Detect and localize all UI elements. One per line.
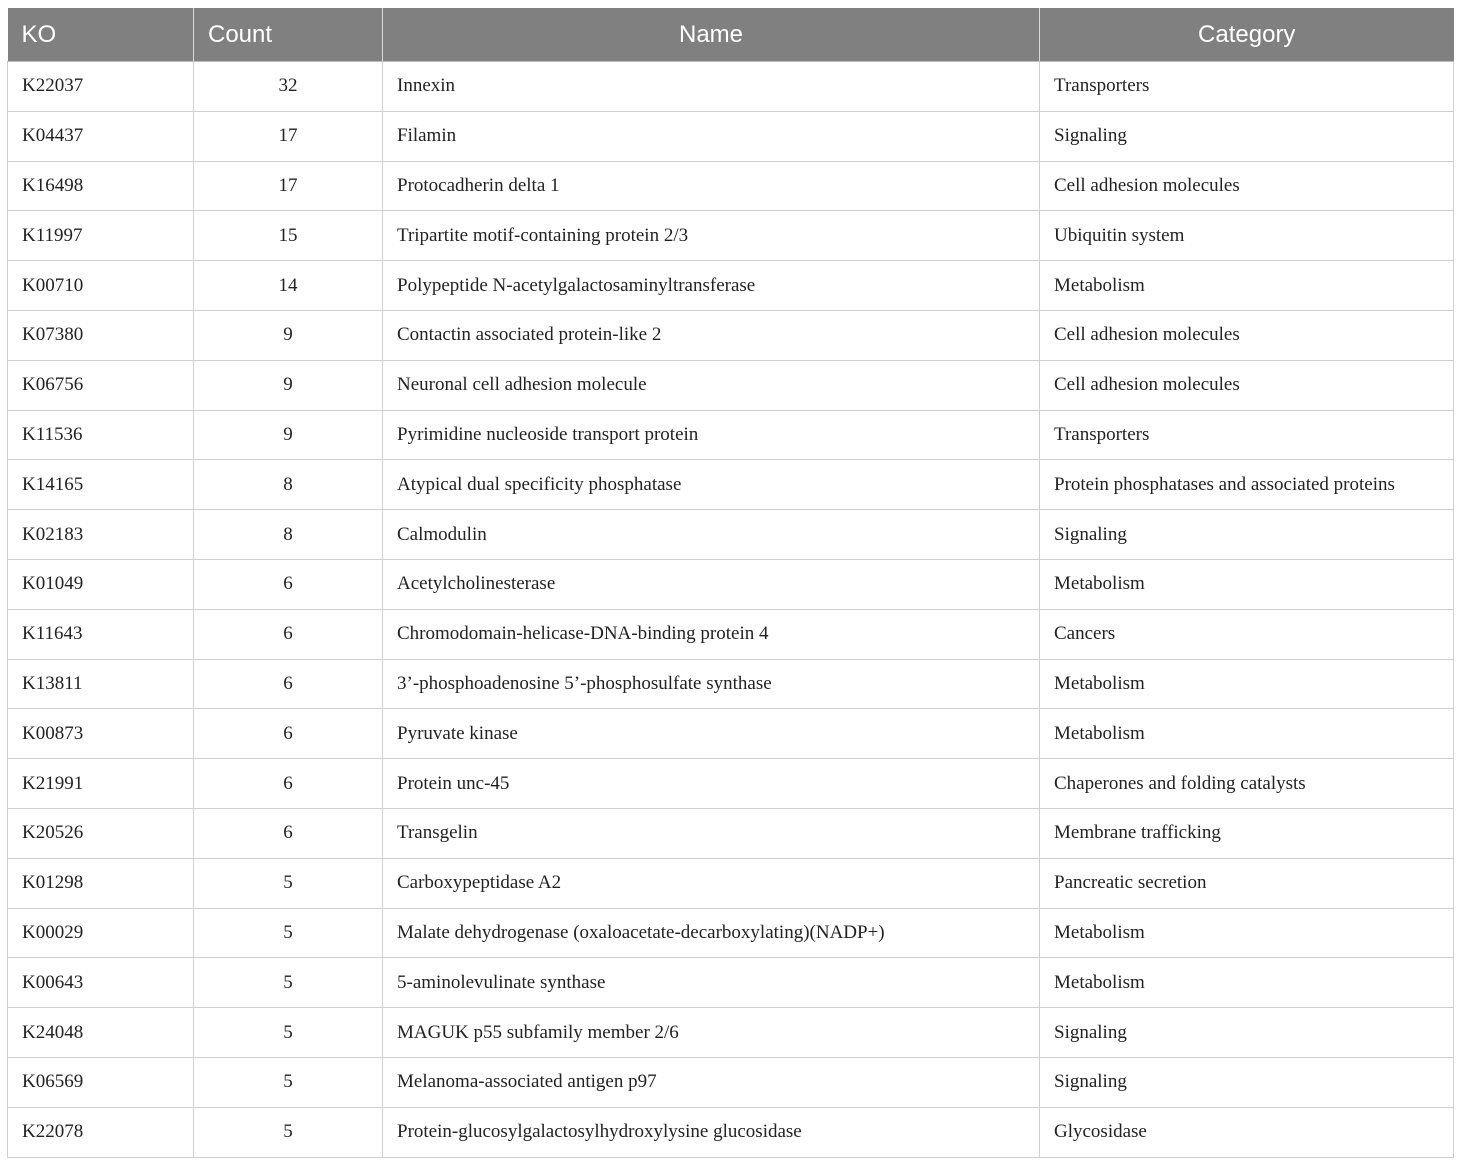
cell-category: Cell adhesion molecules: [1040, 310, 1454, 360]
cell-count: 5: [194, 908, 383, 958]
header-row: [8, 8, 1454, 62]
cell-name: Protein unc-45: [383, 759, 1040, 809]
cell-category: Signaling: [1040, 111, 1454, 161]
cell-ko: K14165: [8, 460, 194, 510]
cell-count: 9: [194, 410, 383, 460]
table-header: [8, 8, 1454, 62]
table-row: [8, 161, 1454, 211]
cell-count: 9: [194, 360, 383, 410]
cell-count: 14: [194, 261, 383, 311]
cell-ko: K20526: [8, 808, 194, 858]
cell-count: 6: [194, 609, 383, 659]
cell-category: Cancers: [1040, 609, 1454, 659]
table-row: [8, 261, 1454, 311]
cell-ko: K00643: [8, 958, 194, 1008]
cell-name: Protein-glucosylgalactosylhydroxylysine glucosidase: [383, 1107, 1040, 1157]
cell-ko: K07380: [8, 310, 194, 360]
cell-category: Signaling: [1040, 1057, 1454, 1107]
cell-name: Contactin associated protein-like 2: [383, 310, 1040, 360]
table-row: [8, 908, 1454, 958]
cell-category: Metabolism: [1040, 659, 1454, 709]
cell-category: Transporters: [1040, 62, 1454, 112]
table-row: [8, 958, 1454, 1008]
cell-ko: K02183: [8, 510, 194, 560]
cell-count: 6: [194, 759, 383, 809]
cell-name: Transgelin: [383, 808, 1040, 858]
table-body: [8, 62, 1454, 1158]
table-row: [8, 659, 1454, 709]
table-row: [8, 559, 1454, 609]
cell-name: Filamin: [383, 111, 1040, 161]
table-row: [8, 360, 1454, 410]
cell-count: 8: [194, 510, 383, 560]
cell-name: Acetylcholinesterase: [383, 559, 1040, 609]
cell-count: 6: [194, 559, 383, 609]
table-row: [8, 111, 1454, 161]
cell-category: Cell adhesion molecules: [1040, 161, 1454, 211]
cell-ko: K13811: [8, 659, 194, 709]
cell-category: Glycosidase: [1040, 1107, 1454, 1157]
cell-ko: K24048: [8, 1008, 194, 1058]
cell-count: 32: [194, 62, 383, 112]
cell-ko: K21991: [8, 759, 194, 809]
cell-count: 17: [194, 111, 383, 161]
header-count: Count: [194, 8, 383, 62]
cell-name: 5-aminolevulinate synthase: [383, 958, 1040, 1008]
cell-count: 9: [194, 310, 383, 360]
cell-count: 5: [194, 1057, 383, 1107]
cell-count: 6: [194, 709, 383, 759]
cell-name: Atypical dual specificity phosphatase: [383, 460, 1040, 510]
cell-name: Pyrimidine nucleoside transport protein: [383, 410, 1040, 460]
table-row: [8, 410, 1454, 460]
cell-name: Malate dehydrogenase (oxaloacetate-decarboxylating)(NADP+): [383, 908, 1040, 958]
cell-ko: K00710: [8, 261, 194, 311]
cell-category: Chaperones and folding catalysts: [1040, 759, 1454, 809]
cell-ko: K11643: [8, 609, 194, 659]
cell-category: Metabolism: [1040, 908, 1454, 958]
cell-category: Protein phosphatases and associated proteins: [1040, 460, 1454, 510]
cell-name: Neuronal cell adhesion molecule: [383, 360, 1040, 410]
cell-count: 5: [194, 958, 383, 1008]
table-row: [8, 759, 1454, 809]
header-name: Name: [383, 8, 1040, 62]
table-row: [8, 709, 1454, 759]
cell-name: Melanoma-associated antigen p97: [383, 1057, 1040, 1107]
table-row: [8, 858, 1454, 908]
cell-ko: K06756: [8, 360, 194, 410]
cell-category: Signaling: [1040, 1008, 1454, 1058]
cell-ko: K00029: [8, 908, 194, 958]
cell-category: Ubiquitin system: [1040, 211, 1454, 261]
cell-count: 6: [194, 659, 383, 709]
table-row: [8, 1008, 1454, 1058]
header-ko: KO: [8, 8, 194, 62]
cell-category: Metabolism: [1040, 958, 1454, 1008]
table-row: [8, 1057, 1454, 1107]
cell-ko: K22037: [8, 62, 194, 112]
table-row: [8, 808, 1454, 858]
cell-category: Metabolism: [1040, 559, 1454, 609]
cell-ko: K16498: [8, 161, 194, 211]
cell-count: 5: [194, 1107, 383, 1157]
cell-category: Transporters: [1040, 410, 1454, 460]
cell-name: Innexin: [383, 62, 1040, 112]
cell-count: 17: [194, 161, 383, 211]
cell-category: Cell adhesion molecules: [1040, 360, 1454, 410]
cell-name: 3’-phosphoadenosine 5’-phosphosulfate synthase: [383, 659, 1040, 709]
cell-category: Metabolism: [1040, 709, 1454, 759]
cell-count: 8: [194, 460, 383, 510]
cell-ko: K00873: [8, 709, 194, 759]
table-row: [8, 310, 1454, 360]
cell-name: Chromodomain-helicase-DNA-binding protein 4: [383, 609, 1040, 659]
cell-category: Pancreatic secretion: [1040, 858, 1454, 908]
cell-name: Tripartite motif-containing protein 2/3: [383, 211, 1040, 261]
cell-count: 5: [194, 858, 383, 908]
cell-category: Metabolism: [1040, 261, 1454, 311]
table-row: [8, 211, 1454, 261]
cell-ko: K04437: [8, 111, 194, 161]
header-category: Category: [1040, 8, 1454, 62]
cell-ko: K01298: [8, 858, 194, 908]
cell-count: 15: [194, 211, 383, 261]
cell-count: 6: [194, 808, 383, 858]
cell-category: Membrane trafficking: [1040, 808, 1454, 858]
cell-ko: K06569: [8, 1057, 194, 1107]
cell-ko: K11997: [8, 211, 194, 261]
table-row: [8, 460, 1454, 510]
cell-count: 5: [194, 1008, 383, 1058]
cell-name: Carboxypeptidase A2: [383, 858, 1040, 908]
cell-name: Protocadherin delta 1: [383, 161, 1040, 211]
table-row: [8, 510, 1454, 560]
cell-ko: K11536: [8, 410, 194, 460]
cell-name: MAGUK p55 subfamily member 2/6: [383, 1008, 1040, 1058]
ko-table-container: [7, 8, 1453, 1158]
cell-category: Signaling: [1040, 510, 1454, 560]
cell-name: Pyruvate kinase: [383, 709, 1040, 759]
table-row: [8, 1107, 1454, 1157]
cell-ko: K01049: [8, 559, 194, 609]
cell-ko: K22078: [8, 1107, 194, 1157]
cell-name: Calmodulin: [383, 510, 1040, 560]
ko-table: [7, 8, 1454, 1158]
cell-name: Polypeptide N-acetylgalactosaminyltransferase: [383, 261, 1040, 311]
table-row: [8, 62, 1454, 112]
table-row: [8, 609, 1454, 659]
